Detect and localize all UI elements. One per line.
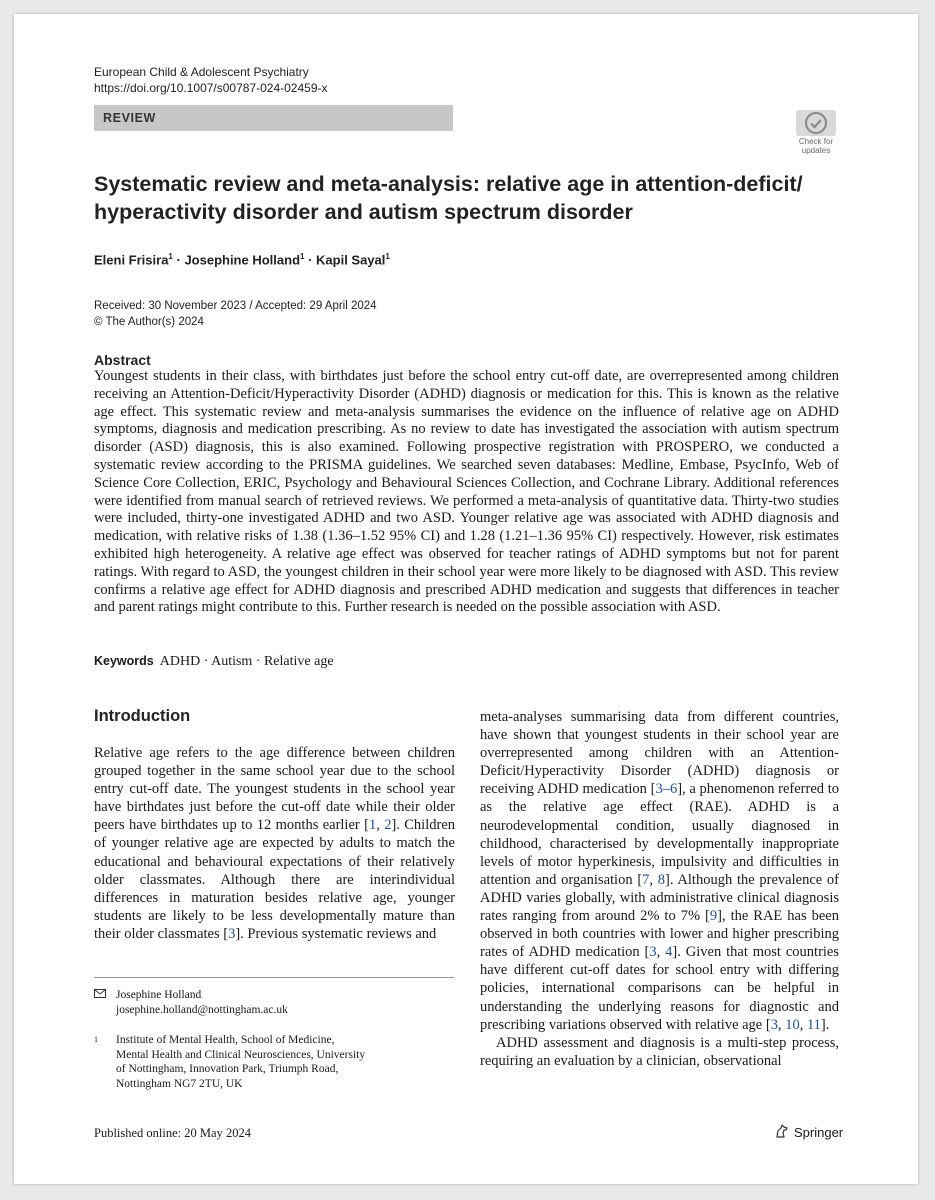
abstract-body: Youngest students in their class, with birthdates just before the school entry cut-off date, are overrepresented among children receiving an Attention-Deficit/Hyperactivity Disorder (ADHD) diagnosis or medication for this. This is known as the relative age effect. This systematic review and meta-analysis summarises the evidence on the influence of relative age on ADHD symptoms, diagnosis and medication prescribing. As no review to date has investigated the association with autism spectrum disorder (ASD) diagnosis, this is also examined. Following prospective registration with PROSPERO, we conducted a systematic review according to the PRISMA guidelines. We searched seven databases: Medline, Embase, PsycInfo, Web of Science Core Collection, ERIC, Psychology and Behavioural Sciences Collection, and Cochrane Library. Additional references were identified from manual search of retrieved reviews. We performed a meta-analysis of quantitative data. Thirty-two studies were included, thirty-one investigated ADHD and two ASD. Younger relative age was associated with ADHD diagnosis and medication, with relative risks of 1.38 (1.36–1.52 95% CI) and 1.28 (1.21–1.36 95% CI) respectively. However, risk estimates exhibited high heterogeneity. A relative age effect was observed for teacher ratings of ADHD symptoms but not for parent ratings. With regard to ASD, the youngest children in their school year were more likely to be diagnosed with ASD. This review confirms a relative age effect for ADHD diagnosis and prescribed ADHD medication and suggests that differences in teacher and parent ratings might contribute to this. Further research is needed on the possible association with ASD. (94, 368, 839, 616)
publisher-name: Springer (794, 1125, 844, 1140)
keywords-line (94, 654, 334, 670)
check-updates-line1: Check for (798, 137, 834, 146)
author-name[interactable]: Eleni Frisira (94, 252, 169, 268)
check-for-updates-button[interactable] (794, 110, 838, 156)
affiliation-line: Mental Health and Clinical Neurosciences, University (116, 1048, 366, 1061)
corresponding-author (94, 988, 288, 1017)
author-affiliation-mark: 1 (168, 252, 173, 261)
citation-link[interactable]: 10 (785, 1016, 800, 1033)
author-separator: · (172, 252, 185, 268)
journal-header (94, 64, 328, 96)
publisher-logo (774, 1123, 843, 1142)
author-name[interactable]: Kapil Sayal (316, 252, 386, 268)
doi-link[interactable]: https://doi.org/10.1007/s00787-024-02459-x (94, 81, 328, 95)
affiliation-footnote (94, 1033, 365, 1091)
citation-link[interactable]: 11 (806, 1016, 821, 1033)
journal-name: European Child & Adolescent Psychiatry (94, 65, 309, 79)
footnote-divider (94, 977, 454, 978)
keywords-label: Keywords (94, 654, 154, 668)
paragraph-text: ], the RAE has been observed in both countries with lower and higher prescribing rates of ADHD medication [ (480, 908, 839, 961)
author-affiliation-mark: 1 (385, 252, 390, 261)
author-list (94, 252, 390, 267)
copyright-line: © The Author(s) 2024 (94, 316, 204, 328)
citation-link[interactable]: 3–6 (655, 781, 678, 798)
springer-horse-icon (774, 1123, 790, 1142)
affiliation-number: 1 (94, 1035, 98, 1044)
corresponding-author-email[interactable]: josephine.holland@nottingham.ac.uk (116, 1003, 288, 1016)
paragraph-text: ]. Although the prevalence of ADHD varies globally, with administrative clinical diagnosis rates ranging from around 2% to 7% [ (480, 871, 840, 925)
paragraph-text: ]. Previous systematic reviews and (235, 925, 437, 942)
keywords-value: ADHD · Autism · Relative age (159, 654, 334, 669)
affiliation-line: Nottingham NG7 2TU, UK (116, 1077, 243, 1090)
article-title (94, 170, 814, 226)
citation-link[interactable]: 7 (642, 871, 650, 888)
citation-link[interactable]: 2 (384, 817, 392, 834)
article-type-bar: REVIEW (94, 105, 453, 131)
citation-link[interactable]: 8 (657, 871, 666, 888)
citation-link[interactable]: 1 (368, 817, 377, 834)
citation-link[interactable]: 9 (709, 908, 718, 925)
introduction-right-column (480, 708, 839, 1070)
citation-link[interactable]: 3 (770, 1016, 778, 1033)
envelope-icon (94, 988, 116, 1003)
introduction-paragraph: meta-analyses summarising data from different countries, have shown that youngest students in their school year are overrepresented among children with an Attention-Deficit/Hyperactivity Disorder (ADHD) diagnosis or receiving ADHD medication [3–6], a phenomenon referred to as the relative age effect (RAE). ADHD is a neurodevelopmental condition, usually diagnosed in childhood, characterised by developmentally inappropriate levels of motor hyperkinesis, impulsivity and difficulties in attention and organisation [7, 8]. Although the prevalence of ADHD varies globally, with administrative clinical diagnosis rates ranging from around 2% to 7% [9], the RAE has been observed in both countries with lower and higher prescribing rates of ADHD medication [3, 4]. Given that most countries have different cut-off dates for school entry with differing policies, international comparisons can be helpful in understanding the underlying reasons for diagnostic and prescribing variations observed with relative age [3, 10, 11]. (480, 709, 840, 1033)
introduction-paragraph (94, 744, 455, 943)
published-online: Published online: 20 May 2024 (94, 1126, 251, 1140)
affiliation-line: Institute of Mental Health, School of Medicine, (116, 1034, 335, 1046)
citation-link[interactable]: 3 (649, 944, 657, 961)
corresponding-author-name: Josephine Holland (116, 989, 202, 1001)
check-updates-line2: updates (801, 146, 831, 155)
author-name[interactable]: Josephine Holland (184, 252, 301, 268)
article-dates (94, 298, 377, 330)
paragraph-text: ]. (820, 1016, 830, 1033)
paragraph-text: ]. Children of younger relative age are expected by adults to match the educational and behavioural expectations of their relatively older classmates. Although there are interindividual differences in maturation besides relative age, younger students are likely to be less developmentally mature than their older classmates [ (94, 817, 456, 942)
citation-link[interactable]: 4 (665, 944, 673, 961)
citation-separator: , (376, 817, 385, 834)
title-line-1: Systematic review and meta-analysis: relative age in attention-deficit/ (94, 172, 803, 196)
affiliation-line: of Nottingham, Innovation Park, Triumph Road, (116, 1063, 339, 1075)
author-affiliation-mark: 1 (300, 252, 305, 261)
author-separator: · (304, 252, 317, 268)
introduction-paragraph: ADHD assessment and diagnosis is a multi-step process, requiring an evaluation by a clinician, observational (480, 1034, 839, 1069)
paragraph-text: meta-analyses summarising data from different countries, have shown that youngest students in their school year are overrepresented among children with an Attention-Deficit/Hyperactivity Disorder (ADHD) diagnosis or receiving ADHD medication [ (480, 709, 839, 798)
paper-page (14, 14, 918, 1184)
introduction-left-column (94, 744, 455, 943)
abstract-heading: Abstract (94, 352, 151, 368)
title-line-2: hyperactivity disorder and autism spectrum disorder (94, 200, 633, 224)
introduction-heading: Introduction (94, 707, 191, 725)
received-accepted-dates: Received: 30 November 2023 / Accepted: 29 April 2024 (94, 300, 377, 312)
paragraph-text: Relative age refers to the age difference between children grouped together in the same school year due to the school entry cut-off date. The youngest students in the school year have birthdates just before the cut-off date while their older peers have birthdates up to 12 months earlier [ (94, 745, 455, 834)
citation-link[interactable]: 3 (228, 925, 236, 942)
check-updates-icon (796, 110, 836, 136)
paragraph-text: ]. Given that most countries have different cut-off dates for school entry with differing policies, international comparisons can be helpful in understanding the underlying reasons for diagnostic and prescribing variations observed with relative age [ (480, 944, 840, 1033)
paragraph-text: ], a phenomenon referred to as the relative age effect (RAE). ADHD is a neurodevelopmental condition, usually diagnosed in childhood, characterised by developmentally inappropriate levels of motor hyperkinesis, impulsivity and difficulties in attention and organisation [ (480, 781, 839, 888)
